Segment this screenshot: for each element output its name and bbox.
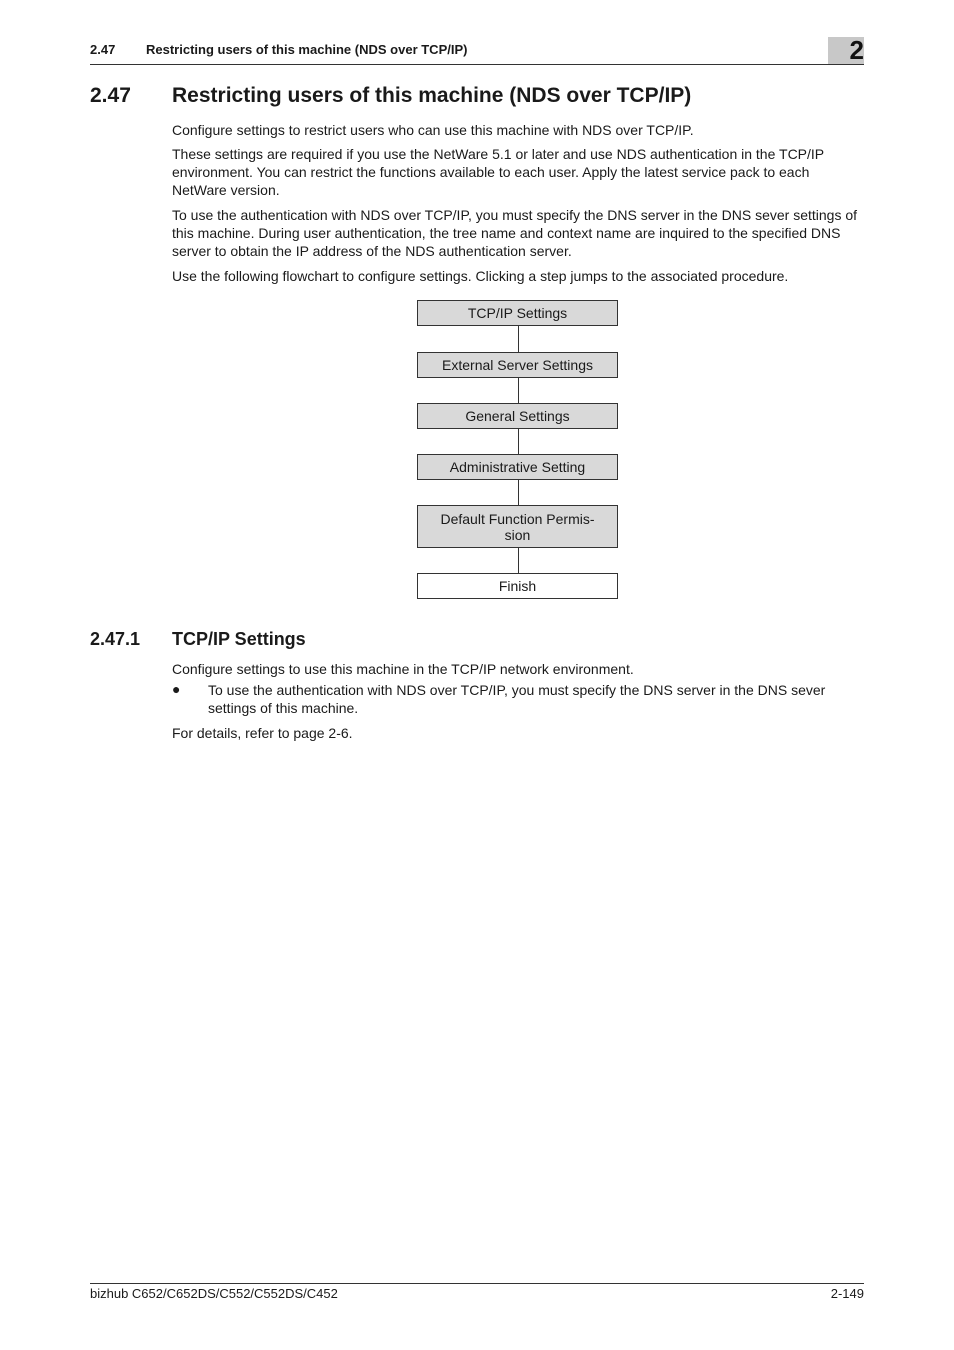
subsection-intro: Configure settings to use this machine in the TCP/IP network environment.	[172, 661, 634, 677]
running-header-section-number: 2.47	[90, 42, 116, 57]
paragraph-flowchart-hint: Use the following flowchart to configure settings. Clicking a step jumps to the associated procedure.	[172, 268, 789, 284]
bullet-icon: ●	[172, 681, 181, 697]
footer-page-number: 2-149	[830, 1286, 864, 1301]
flow-step-external-server-settings[interactable]: External Server Settings	[417, 352, 618, 378]
chapter-tab: 2	[828, 37, 864, 65]
reference-paragraph	[172, 724, 864, 742]
paragraph-requirements: These settings are required if you use the NetWare 5.1 or later and use NDS authentication in the TCP/IP environment. You can restrict the functions available to each user. Apply the latest service pack to each NetWare version.	[172, 146, 824, 198]
reference-suffix: .	[348, 725, 353, 741]
flow-connector	[518, 480, 519, 505]
page-reference-link[interactable]: 2-6	[328, 725, 349, 741]
flow-connector	[518, 548, 519, 573]
paragraph-dns: To use the authentication with NDS over TCP/IP, you must specify the DNS server in the DNS sever settings of this machine. During user authentication, the tree name and context name are inquired to the specified DNS server to obtain the IP address of the NDS authentication server.	[172, 207, 858, 259]
flow-connector	[518, 326, 519, 352]
reference-prefix: For details, refer to page	[172, 725, 329, 741]
running-header-title: Restricting users of this machine (NDS over TCP/IP)	[146, 42, 468, 57]
section-number: 2.47	[90, 84, 131, 107]
subsection-title: TCP/IP Settings	[172, 629, 306, 649]
footer-rule	[90, 1283, 864, 1284]
subsection-number: 2.47.1	[90, 629, 141, 649]
flow-step-administrative-setting[interactable]: Administrative Setting	[417, 454, 618, 480]
bullet-text: To use the authentication with NDS over TCP/IP, you must specify the DNS server in the DNS sever settings of this machine.	[208, 682, 826, 716]
footer-model: bizhub C652/C652DS/C552/C552DS/C452	[90, 1286, 338, 1301]
flow-step-general-settings[interactable]: General Settings	[417, 403, 618, 429]
flow-step-finish: Finish	[417, 573, 618, 599]
flow-step-default-function-permission[interactable]: Default Function Permis- sion	[417, 505, 618, 548]
header-rule	[90, 64, 864, 65]
paragraph-intro: Configure settings to restrict users who can use this machine with NDS over TCP/IP.	[172, 122, 694, 138]
flow-connector	[518, 378, 519, 403]
section-title: Restricting users of this machine (NDS over TCP/IP)	[172, 84, 692, 107]
flow-step-tcpip-settings[interactable]: TCP/IP Settings	[417, 300, 618, 326]
flow-connector	[518, 429, 519, 454]
